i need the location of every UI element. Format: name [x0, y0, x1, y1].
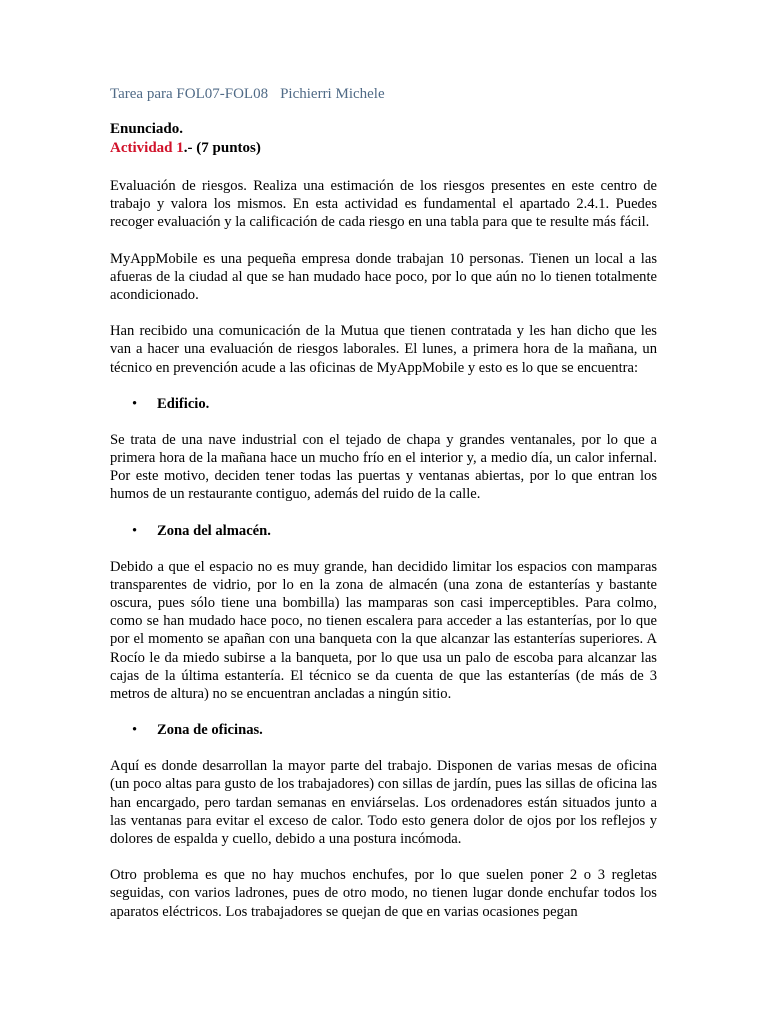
document-page — [110, 84, 657, 939]
section-title-oficinas — [110, 721, 657, 739]
paragraph-mutua: Han recibido una comunicación de la Mutua que tienen contratada y les han dicho que les van a hacer una evaluación de riesgos laborales. El lunes, a primera hora de la mañana, un técnico en prevención acude a las oficinas de MyAppMobile y esto es lo que se encuentra: — [110, 323, 657, 376]
paragraph-edificio: Se trata de una nave industrial con el tejado de chapa y grandes ventanales, por lo que a primera hora de la mañana hace un mucho frío en el interior y, a medio día, un calor infernal. Por este motivo, deciden tener todas las puertas y ventanas abiertas, por lo que entran los humos de un restaurante contiguo, además del ruido de la calle. — [110, 431, 657, 503]
bullet-icon: • — [132, 395, 138, 412]
activity-title — [110, 139, 657, 158]
paragraph-oficinas: Aquí es donde desarrollan la mayor parte del trabajo. Disponen de varias mesas de oficina (un poco altas para gusto de los trabajadores) con sillas de jardín, pues las sillas de oficina las han encargado, pero tardan semanas en enviárselas. Los ordenadores están situados junto a las ventanas para evitar el exceso de calor. Todo esto genera dolor de ojos por los reflejos y dolores de espalda y cuello, debido a una postura incómoda. — [110, 758, 657, 848]
section-title-almacen — [110, 522, 657, 540]
section-title-text: Zona de oficinas. — [157, 722, 263, 739]
activity-label: Actividad 1 — [110, 140, 184, 156]
section-title-text: Edificio. — [157, 395, 210, 412]
section-title-edificio — [110, 395, 657, 413]
header-course: Tarea para FOL07-FOL08 — [110, 86, 269, 102]
section-title-text: Zona del almacén. — [157, 522, 271, 539]
header-student: Pichierri Michele — [280, 86, 385, 102]
bullet-icon: • — [132, 722, 138, 739]
activity-points: .- (7 puntos) — [183, 140, 261, 156]
paragraph-almacen: Debido a que el espacio no es muy grande, han decidido limitar los espacios con mamparas transparentes de vidrio, por lo en la zona de almacén (una zona de estanterías y bastante oscura, pues sólo tiene una bombilla) las mamparas son casi imperceptibles. Para colmo, como se han mudado hace poco, no tienen escalera para acceder a las estanterías, por lo que por el momento se apañan con una banqueta con la que alcanzar las estanterías superiores. A Rocío le da miedo subirse a la banqueta, por lo que usa un palo de escoba para alcanzar las cajas de la última estantería. El técnico se da cuenta de que las estanterías (de más de 3 metros de altura) no se encuentran ancladas a ningún sitio. — [110, 558, 657, 703]
paragraph-company: MyAppMobile es una pequeña empresa donde trabajan 10 personas. Tienen un local a las afueras de la ciudad al que se han mudado hace poco, por lo que aún no lo tienen totalmente acondicionado. — [110, 250, 657, 304]
heading-enunciado: Enunciado. — [110, 121, 183, 137]
paragraph-intro: Evaluación de riesgos. Realiza una estimación de los riesgos presentes en este centro de trabajo y valora los mismos. En esta actividad es fundamental el apartado 2.4.1. Puedes recoger evaluación y la calificación de cada riesgo en una tabla para que te resulte más fácil. — [110, 178, 657, 231]
bullet-icon: • — [132, 522, 138, 539]
page-header — [110, 84, 657, 104]
paragraph-enchufes: Otro problema es que no hay muchos enchufes, por lo que suelen poner 2 o 3 regletas seguidas, con varios ladrones, pues de otro modo, no tienen lugar donde enchufar todos los aparatos eléctricos. Los trabajadores se quejan de que en varias ocasiones pegan — [110, 867, 657, 920]
